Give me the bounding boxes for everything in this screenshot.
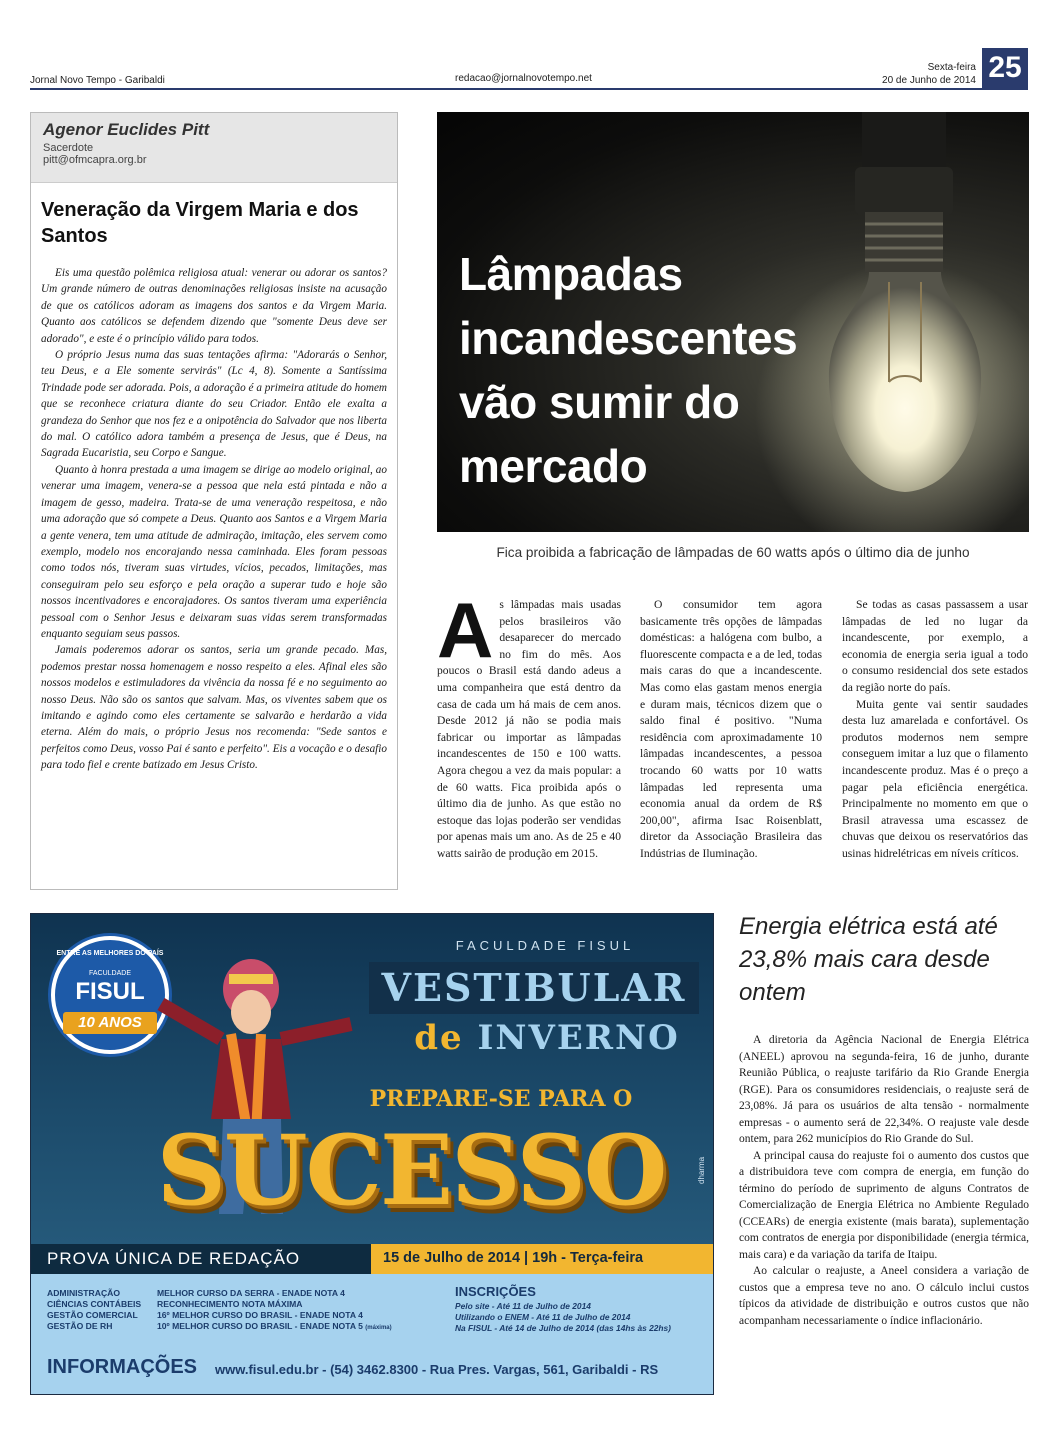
author-block [31,113,397,183]
lamp-headline: Lâmpadas incandescentes vão sumir do mercado [459,248,798,492]
award-item: RECONHECIMENTO NOTA MÁXIMA [157,1299,303,1309]
lamp-col-3 [842,597,1028,863]
newspaper-name: Jornal Novo Tempo - Garibaldi [30,75,165,86]
exam-day: Terça-feira [570,1250,644,1266]
page-number: 25 [982,48,1028,88]
author-name: Agenor Euclides Pitt [43,120,210,139]
badge-years: 10 ANOS [63,1012,157,1034]
award-item: MELHOR CURSO DA SERRA - ENADE NOTA 4 [157,1288,345,1298]
inscricao-item: Na FISUL - Até 14 de Julho de 2014 (das 14hs às 22hs) [455,1322,671,1333]
lamp-col-3-para: Se todas as casas passassem a usar lâmpadas de led no lugar da incandescente, por exemplo, a economia de energia seria igual a todo o consumo residencial dos sete estados da região norte do país. [842,598,1028,694]
course-item: GESTÃO DE RH [47,1321,113,1331]
prova-bar [31,1244,714,1274]
courses-list [47,1288,141,1332]
header-weekday: Sexta-feira [927,62,976,73]
inscricao-item: Pelo site - Até 11 de Julho de 2014 [455,1301,591,1311]
energy-paragraph: Ao calcular o reajuste, a Aneel considera a variação de custos que a empresa teve no ano. O cálculo inclui custos típicos da atividade de distribuição e outros custos que não acompanham necessariamente o índice inflacionário. [739,1265,1029,1327]
exam-date: 15 de Julho de 2014 [383,1250,521,1266]
exam-time: 19h [532,1250,558,1266]
info-label: INFORMAÇÕES [47,1356,197,1378]
energy-headline: Energia elétrica está até 23,8% mais cara desde ontem [739,913,998,1006]
ad-info-area [31,1274,714,1395]
opinion-box [30,112,398,890]
author-email[interactable]: pitt@ofmcapra.org.br [43,154,147,166]
header-email[interactable]: redacao@jornalnovotempo.net [455,73,592,84]
drop-cap: A [437,586,494,674]
ad-sucesso: SUCESSO [156,1114,666,1227]
inscricoes-list [455,1301,671,1333]
opinion-body [31,249,397,774]
author-role: Sacerdote [43,142,94,154]
ad-de: de [414,1018,464,1058]
energy-paragraph: A principal causa do reajuste foi o aumento dos custos que a distribuidora teve com compra de energia, em função do término do período de suprimento de alguns Contratos de Comercialização de Energia Elétrica no Ambiente Regulado (CCEARs) de energia existente (mais barata), suplementação com contratos de energia por disponibilidade (energia térmica, mais cara) e da variação da tarifa de Itaipu. [739,1149,1029,1261]
fisul-ad[interactable] [30,913,714,1395]
award-item-text: 10º MELHOR CURSO DO BRASIL - ENADE NOTA 5 [157,1321,363,1331]
inscricao-item: Utilizando o ENEM - Até 11 de Julho de 2014 [455,1311,631,1322]
opinion-title: Veneração da Virgem Maria e dos Santos [41,199,359,247]
badge-top-text: ENTRE AS MELHORES DO PAÍS [56,950,164,957]
lamp-col-1-text: s lâmpadas mais usadas pelos brasileiros vão desaparecer do mercado no fim do mês. Aos poucos o Brasil está dando adeus a uma companheira que está dentro da casa de cada um há mais de cem anos. Desde 2012 já não se podia mais fabricar ou importar as lâmpadas incandescentes de 150 e 100 watts. Agora chegou a vez da mais popular: a de 60 watts. Fica proibida após o último dia de junho. As que estão no estoque das lojas poderão ser vendidas por apenas mais um ano. As de 25 e 40 watts sairão de produção em 2015. [437,598,621,860]
lamp-col-1 [437,586,621,863]
ad-prepare: PREPARE-SE PARA O [369,1086,633,1112]
ad-college: FACULDADE FISUL [455,938,635,953]
lamp-col-2 [640,597,822,863]
award-item [157,1321,392,1334]
lamp-col-2-text: O consumidor tem agora basicamente três opções de lâmpadas domésticas: a halógena com bulbo, a fluorescente compacta e a de led, todas mais caras do que a incandescente. Mas como elas gastam menos energia e duram mais, técnicos dizem que o saldo final é positivo. "Numa residência com aproximadamente 10 lâmpadas incandescentes, a pessoa trocando 60 watts por 10 watts lâmpadas led representa uma economia anual da ordem de R$ 200,00", afirma Isac Roisenblatt, diretor da Associação Brasileira das Indústrias de Iluminação. [640,598,822,860]
course-item: CIÊNCIAS CONTÁBEIS [47,1299,142,1309]
energy-body [739,1032,1029,1329]
ad-prova: PROVA ÚNICA DE REDAÇÃO [47,1249,301,1268]
ad-credit: dharma [697,1156,706,1184]
opinion-paragraph: O próprio Jesus numa das suas tentações afirma: "Adorarás o Senhor, teu Deus, e a Ele somente servirás" (Lc 4, 8). Somente a Santíssima Trindade pode ser adorada. Pois, a adoração é a primeira atitude do homem que se reconhece criatura diante do seu Criador. Então ele exalta a grandeza do Senhor que nos fez e a onipotência do Salvador que nos liberta do mal. O católico adora também a presença de Jesus, que é Deus, na Sagrada Eucaristia, seu Corpo e Sangue. [41,349,387,460]
award-note: (máxima) [365,1325,392,1331]
header-rule [30,88,1028,90]
vestibular-box [369,962,699,1014]
course-item: GESTÃO COMERCIAL [47,1310,138,1320]
awards-list [157,1288,392,1334]
badge-name: FISUL [75,978,145,1005]
lamp-col-3-para: Muita gente vai sentir saudades desta luz amarelada e confortável. Os produtos modernos nem sempre conseguem imitar a luz que o filamento incandescente produz. Mas é o preço a pagar pela eficiência energética. Principalmente no momento em que o Brasil atravessa uma escassez de chuvas que deixou os reservatórios das usinas hidrelétricas em níveis críticos. [842,697,1028,860]
header-date: 20 de Junho de 2014 [882,75,976,86]
lamp-photo [437,112,1029,532]
course-item: ADMINISTRAÇÃO [47,1288,121,1298]
energy-paragraph: A diretoria da Agência Nacional de Energia Elétrica (ANEEL) aprovou na segunda-feira, 16 de junho, durante Reunião Pública, o reajuste tarifário da Rio Grande Energia (RGE). Para os consumidores residenciais, o reajuste será de 23,08%. Já para os usuários de alta tensão - normalmente empresas - o aumento será de 22,34%. O reajuste vale desde ontem, para 262 municípios do Rio Grande do Sul. [739,1034,1029,1145]
badge-faculdade: FACULDADE [88,970,131,977]
ad-inverno: INVERNO [477,1018,680,1058]
opinion-paragraph: Eis uma questão polêmica religiosa atual: venerar ou adorar os santos? Um grande número de outras denominações religiosas insiste na acusação de que os católicos adoram as imagens dos santos e da Virgem Maria. Quanto aos católicos se defendem dizendo que "somente Deus deve ser adorado", e este é o princípio válido para todos. [41,267,387,345]
inscricoes-title: INSCRIÇÕES [455,1284,536,1299]
lamp-subtitle: Fica proibida a fabricação de lâmpadas de 60 watts após o último dia de junho [496,545,970,560]
award-item: 16º MELHOR CURSO DO BRASIL - ENADE NOTA 4 [157,1310,363,1320]
opinion-paragraph: Jamais poderemos adorar os santos, seria um grande pecado. Mas, podemos prestar nossa homenagem e nosso respeito a eles. Afinal eles são nossos modelos e estimuladores da vivência da nossa fé e no seguimento ao nosso Deus. Não são os santos que salvam. Mas, os viventes sabem que os imitando e agindo como eles certamente se salvarão e herdarão a vida eterna. Além do mais, o próprio Jesus nos recomenda: "Sede santos e perfeitos como Deus, vosso Pai é santo e perfeito". Eis a vocação e o desafio para todo fiel e crente batizado em Jesus Cristo. [41,644,387,772]
opinion-paragraph: Quanto à honra prestada a uma imagem se dirige ao modelo original, ao venerar uma imagem, venera-se a pessoa que nela está pintada e não a imagem de gesso, madeira. Trata-se de uma veneração respeitosa, e não uma adoração que só compete a Deus. Quanto aos Santos e a Virgem Maria a gente venera, tem uma atitude de admiração, imitação, eles servem como exemplo, modelo nos encorajando nessa caminhada. Eles foram pessoas como todos nós, tiveram suas virtudes, vícios, pecados, limitações, mas conseguiram pelo seu esforço e pela oração a superar tudo e hoje são nossos incentivadores e encorajadores. Os santos tiveram uma experiência pessoal com o Senhor Jesus e deixaram suas vidas serem transformadas enquanto seguiam seus passos. [41,463,387,640]
ad-vestibular: VESTIBULAR [381,965,687,1010]
exam-info: 15 de Julho de 2014 | 19h - Terça-feira [371,1244,714,1274]
ad-de-inverno [397,1018,697,1058]
info-contact[interactable]: www.fisul.edu.br - (54) 3462.8300 - Rua Pres. Vargas, 561, Garibaldi - RS [215,1362,659,1377]
